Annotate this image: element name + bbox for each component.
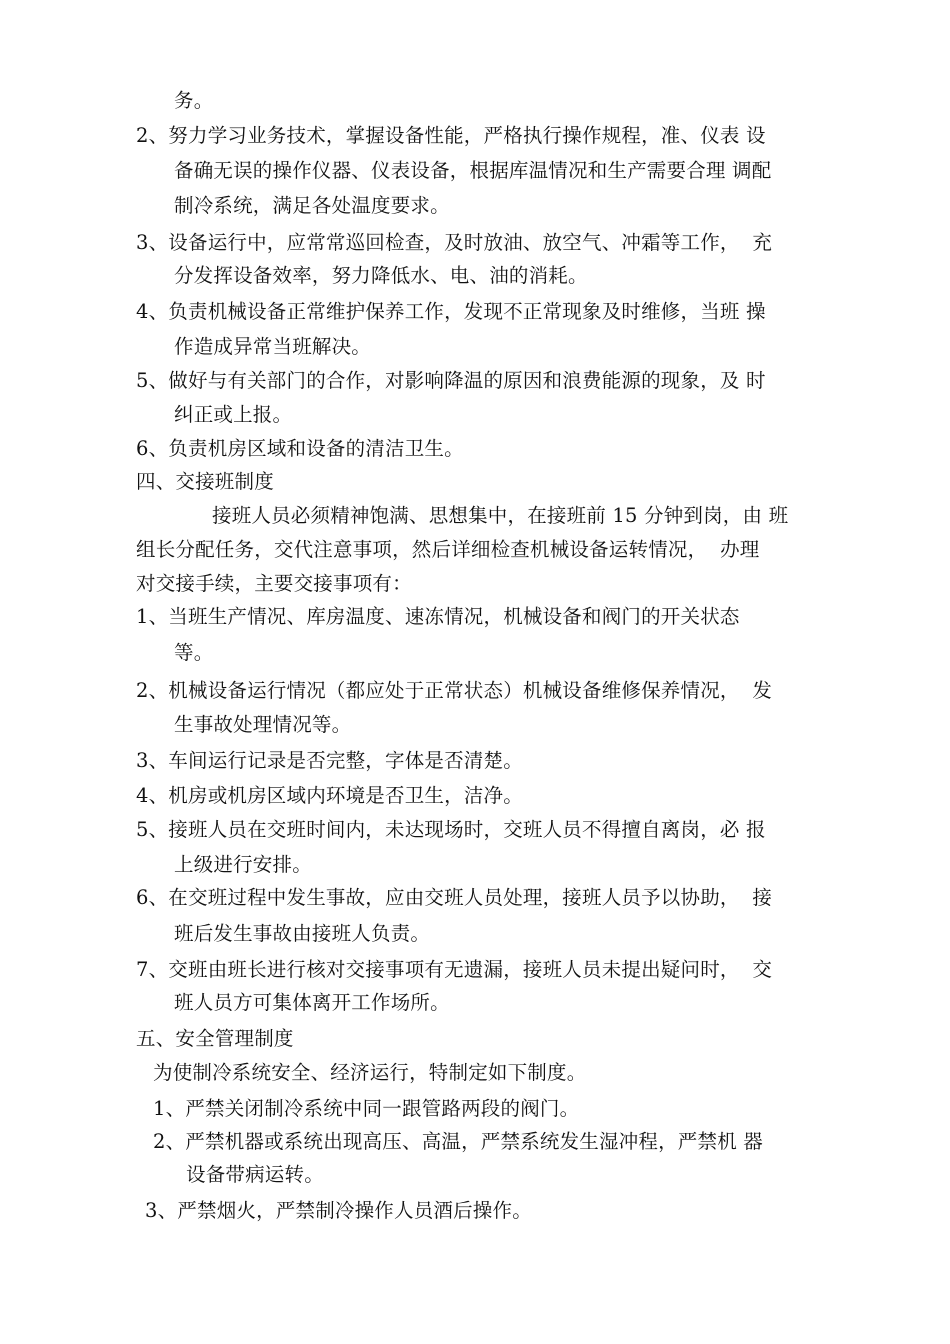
text-line: 接班人员必须精神饱满、思想集中，在接班前 15 分钟到岗，由 班	[212, 504, 789, 527]
text-line: 3、设备运行中，应常常巡回检查，及时放油、放空气、冲霜等工作， 充	[136, 231, 773, 254]
text-line: 5、做好与有关部门的合作，对影响降温的原因和浪费能源的现象，及 时	[136, 369, 766, 392]
text-line: 生事故处理情况等。	[174, 713, 352, 736]
section-heading: 四、交接班制度	[136, 470, 274, 493]
text-line: 备确无误的操作仪器、仪表设备，根据库温情况和生产需要合理 调配	[174, 159, 772, 182]
text-line: 2、机械设备运行情况（都应处于正常状态）机械设备维修保养情况， 发	[136, 679, 773, 702]
text-line: 1、当班生产情况、库房温度、速冻情况，机械设备和阀门的开关状态	[136, 605, 740, 628]
text-line: 分发挥设备效率，努力降低水、电、油的消耗。	[174, 264, 588, 287]
text-line: 纠正或上报。	[174, 403, 293, 426]
text-line: 6、负责机房区域和设备的清洁卫生。	[136, 437, 464, 460]
text-line: 等。	[174, 641, 214, 664]
text-line: 1、严禁关闭制冷系统中同一跟管路两段的阀门。	[153, 1097, 580, 1120]
text-line: 作造成异常当班解决。	[174, 335, 372, 358]
text-line: 3、严禁烟火，严禁制冷操作人员酒后操作。	[145, 1199, 532, 1222]
text-line: 对交接手续，主要交接事项有：	[136, 572, 412, 595]
text-line: 4、机房或机房区域内环境是否卫生，洁净。	[136, 784, 523, 807]
text-line: 为使制冷系统安全、经济运行，特制定如下制度。	[153, 1061, 587, 1084]
text-line: 2、努力学习业务技术，掌握设备性能，严格执行操作规程，准、仪表 设	[136, 124, 766, 147]
section-heading: 五、安全管理制度	[136, 1027, 294, 1050]
text-line: 组长分配任务，交代注意事项，然后详细检查机械设备运转情况， 办理	[136, 538, 760, 561]
text-line: 务。	[174, 89, 214, 112]
text-line: 4、负责机械设备正常维护保养工作，发现不正常现象及时维修，当班 操	[136, 300, 766, 323]
text-line: 3、车间运行记录是否完整，字体是否清楚。	[136, 749, 523, 772]
text-line: 7、交班由班长进行核对交接事项有无遗漏，接班人员未提出疑问时， 交	[136, 958, 773, 981]
text-line: 制冷系统，满足各处温度要求。	[174, 194, 450, 217]
text-line: 班后发生事故由接班人负责。	[174, 922, 431, 945]
text-line: 6、在交班过程中发生事故，应由交班人员处理，接班人员予以协助， 接	[136, 886, 773, 909]
text-line: 班人员方可集体离开工作场所。	[174, 991, 450, 1014]
text-line: 2、严禁机器或系统出现高压、高温，严禁系统发生湿冲程，严禁机 器	[153, 1130, 764, 1153]
text-line: 设备带病运转。	[186, 1163, 324, 1186]
text-line: 上级进行安排。	[174, 853, 312, 876]
text-line: 5、接班人员在交班时间内，未达现场时，交班人员不得擅自离岗，必 报	[136, 818, 766, 841]
